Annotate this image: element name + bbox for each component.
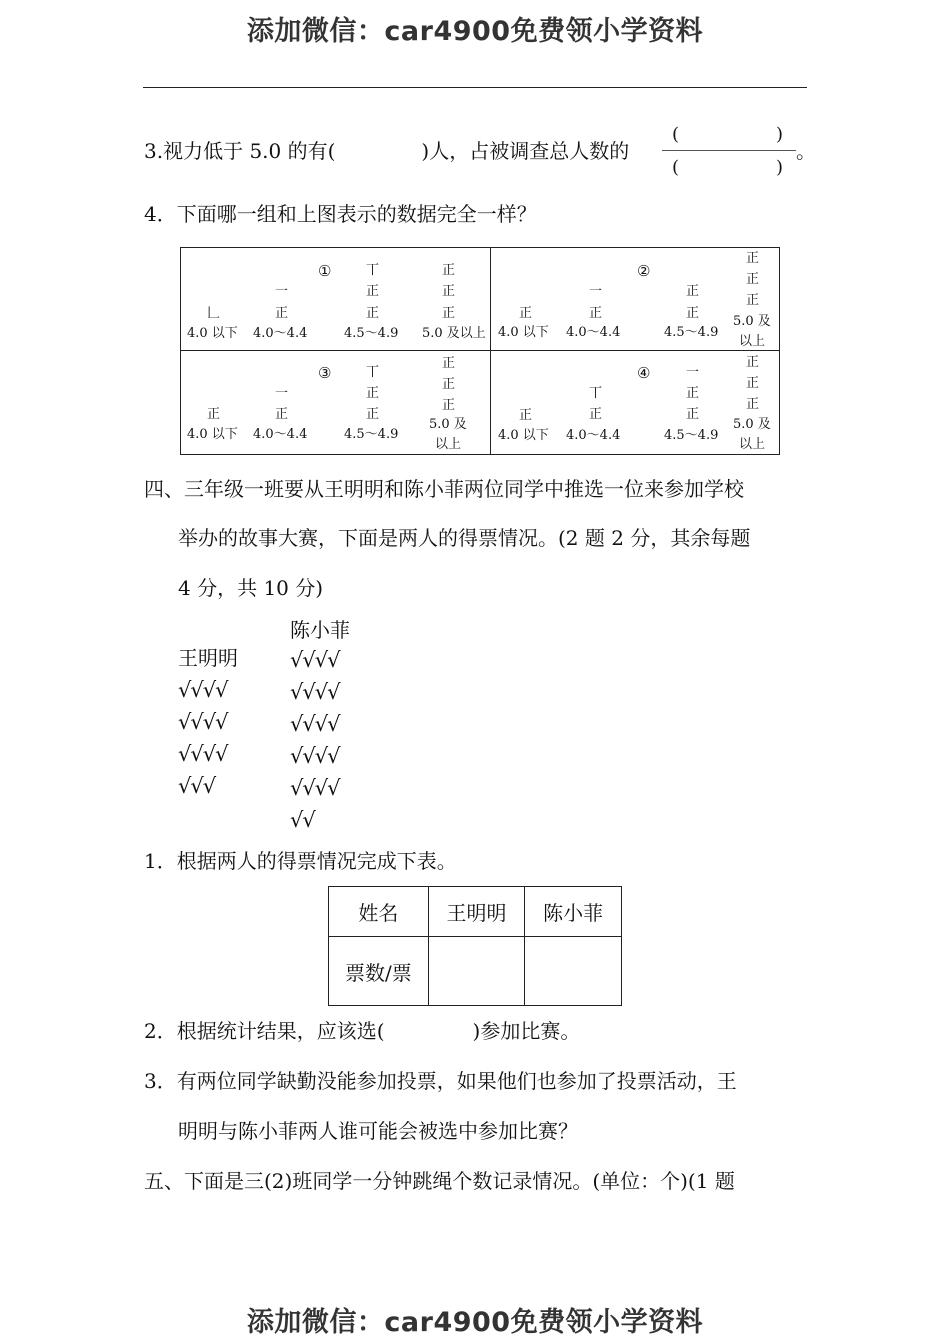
grid-divider-h bbox=[181, 350, 779, 351]
option-1-mark-d2: 正 bbox=[442, 284, 456, 299]
option-3-mark-d2: 正 bbox=[442, 377, 456, 392]
option-1-mark-c2: 正 bbox=[366, 284, 380, 299]
option-4-mark-c1: 一 bbox=[686, 365, 700, 380]
option-1-mark-c3: 正 bbox=[366, 306, 380, 321]
option-4-range-4a: 5.0 及 bbox=[733, 417, 771, 432]
option-3-number: ③ bbox=[318, 364, 332, 382]
option-1-range-1: 4.0 以下 bbox=[187, 326, 238, 341]
q3-end: 。 bbox=[796, 139, 816, 163]
option-2-range-2: 4.0～4.4 bbox=[566, 325, 621, 340]
option-1-range-2: 4.0～4.4 bbox=[253, 326, 308, 341]
option-1-mark-d1: 正 bbox=[442, 263, 456, 278]
frac-den-open: ( bbox=[672, 157, 680, 178]
option-2-mark-d1: 正 bbox=[746, 251, 760, 266]
chen-votes-5: √√√√ bbox=[290, 776, 340, 800]
option-4-range-3: 4.5～4.9 bbox=[664, 428, 719, 443]
tally-options-grid bbox=[180, 247, 780, 455]
q4-text: 下面哪一组和上图表示的数据完全一样？ bbox=[176, 202, 537, 226]
option-1-mark-a: 𠃊 bbox=[207, 306, 221, 321]
option-4-range-4b: 以上 bbox=[739, 437, 766, 452]
table-header-chen: 陈小菲 bbox=[525, 887, 622, 937]
q3-label: 3. bbox=[144, 139, 164, 163]
s4q2-text-a: 根据统计结果，应该选( bbox=[176, 1019, 385, 1043]
option-3-range-4a: 5.0 及 bbox=[429, 417, 467, 432]
option-2-mark-c2: 正 bbox=[686, 306, 700, 321]
frac-den-close: ) bbox=[776, 157, 784, 178]
s4q3-line-1 bbox=[144, 1071, 737, 1091]
table-row-label: 票数/票 bbox=[329, 937, 429, 1006]
option-1-range-4: 5.0 及以上 bbox=[422, 326, 486, 341]
frac-num-close: ) bbox=[776, 124, 784, 145]
wang-votes-3: √√√√ bbox=[178, 742, 228, 766]
table-header-name: 姓名 bbox=[329, 887, 429, 937]
watermark-top: 添加微信：car4900免费领小学资料 bbox=[246, 16, 704, 47]
q4-label: 4． bbox=[144, 202, 177, 226]
option-4-range-1: 4.0 以下 bbox=[498, 428, 549, 443]
option-2-range-1: 4.0 以下 bbox=[498, 325, 549, 340]
wang-votes-2: √√√√ bbox=[178, 710, 228, 734]
option-1-number: ① bbox=[318, 262, 332, 280]
table-header-wang: 王明明 bbox=[428, 887, 525, 937]
fraction-line bbox=[662, 150, 796, 151]
option-2-mark-d2: 正 bbox=[746, 272, 760, 287]
q4-line bbox=[144, 204, 537, 224]
wang-votes-1: √√√√ bbox=[178, 678, 228, 702]
option-3-mark-c3: 正 bbox=[366, 407, 380, 422]
vote-table bbox=[328, 886, 622, 1006]
option-3-mark-b1: 一 bbox=[275, 386, 289, 401]
option-4-range-2: 4.0～4.4 bbox=[566, 428, 621, 443]
q3-text-b: )人，占被调查总人数的 bbox=[421, 139, 630, 163]
option-3-range-2: 4.0～4.4 bbox=[253, 427, 308, 442]
s4q3-label: 3． bbox=[144, 1069, 177, 1093]
option-1-mark-c1: 丅 bbox=[366, 263, 380, 278]
s4q2-label: 2． bbox=[144, 1019, 177, 1043]
option-3-mark-d3: 正 bbox=[442, 398, 456, 413]
grid-divider-v bbox=[490, 248, 491, 454]
option-2-range-4a: 5.0 及 bbox=[733, 314, 771, 329]
option-3-mark-d1: 正 bbox=[442, 356, 456, 371]
option-2-mark-b1: 一 bbox=[589, 284, 603, 299]
option-2-mark-c1: 正 bbox=[686, 284, 700, 299]
option-4-mark-b1: 丅 bbox=[589, 386, 603, 401]
section-5-title: 五、下面是三(2)班同学一分钟跳绳个数记录情况。(单位：个)(1 题 bbox=[144, 1169, 735, 1193]
s4q2-text-b: )参加比赛。 bbox=[472, 1019, 581, 1043]
option-3-mark-c1: 丅 bbox=[366, 365, 380, 380]
option-1-mark-b1: 一 bbox=[275, 284, 289, 299]
option-2-mark-d3: 正 bbox=[746, 293, 760, 308]
option-4-mark-d3: 正 bbox=[746, 397, 760, 412]
frac-num-open: ( bbox=[672, 124, 680, 145]
section-4-title: 四、三年级一班要从王明明和陈小菲两位同学中推选一位来参加学校 bbox=[144, 477, 744, 501]
option-2-mark-b2: 正 bbox=[589, 306, 603, 321]
option-2-range-3: 4.5～4.9 bbox=[664, 325, 719, 340]
option-1-mark-b2: 正 bbox=[275, 306, 289, 321]
option-3-range-3: 4.5～4.9 bbox=[344, 427, 399, 442]
option-1-range-3: 4.5～4.9 bbox=[344, 326, 399, 341]
chen-votes-cell[interactable] bbox=[525, 937, 622, 1006]
wang-name: 王明明 bbox=[178, 646, 238, 670]
option-4-mark-a: 正 bbox=[519, 408, 533, 423]
chen-name: 陈小菲 bbox=[290, 618, 350, 642]
wang-votes-cell[interactable] bbox=[428, 937, 525, 1006]
chen-votes-4: √√√√ bbox=[290, 744, 340, 768]
option-2-range-4b: 以上 bbox=[739, 334, 766, 349]
q3-text-a: 视力低于 5.0 的有( bbox=[163, 139, 336, 163]
s4q1-label: 1． bbox=[144, 849, 177, 873]
option-3-mark-c2: 正 bbox=[366, 386, 380, 401]
s4q3-line-2: 明明与陈小菲两人谁可能会被选中参加比赛？ bbox=[178, 1119, 578, 1143]
section-4-line-2: 举办的故事大赛，下面是两人的得票情况。(2 题 2 分，其余每题 bbox=[178, 526, 751, 550]
option-2-mark-a: 正 bbox=[519, 306, 533, 321]
section-4-line-3: 4 分，共 10 分) bbox=[178, 576, 324, 600]
chen-votes-1: √√√√ bbox=[290, 648, 340, 672]
s4q3-text-1: 有两位同学缺勤没能参加投票，如果他们也参加了投票活动，王 bbox=[176, 1069, 737, 1093]
option-4-mark-b2: 正 bbox=[589, 407, 603, 422]
s4q1-text: 根据两人的得票情况完成下表。 bbox=[176, 849, 457, 873]
s4q2-line bbox=[144, 1021, 580, 1041]
chen-votes-3: √√√√ bbox=[290, 712, 340, 736]
option-4-mark-c3: 正 bbox=[686, 407, 700, 422]
option-3-mark-b2: 正 bbox=[275, 407, 289, 422]
chen-votes-2: √√√√ bbox=[290, 680, 340, 704]
watermark-bottom: 添加微信：car4900免费领小学资料 bbox=[246, 1307, 704, 1338]
option-4-mark-d2: 正 bbox=[746, 376, 760, 391]
option-3-range-4b: 以上 bbox=[435, 437, 462, 452]
option-4-number: ④ bbox=[637, 364, 651, 382]
option-3-mark-a: 正 bbox=[207, 407, 221, 422]
option-3-range-1: 4.0 以下 bbox=[187, 427, 238, 442]
s4q1-line bbox=[144, 851, 457, 871]
chen-votes-6: √√ bbox=[290, 808, 315, 832]
option-2-number: ② bbox=[637, 262, 651, 280]
option-4-mark-d1: 正 bbox=[746, 355, 760, 370]
q3-line bbox=[144, 141, 629, 161]
header-rule bbox=[143, 87, 807, 88]
option-4-mark-c2: 正 bbox=[686, 386, 700, 401]
option-1-mark-d3: 正 bbox=[442, 306, 456, 321]
wang-votes-4: √√√ bbox=[178, 774, 216, 798]
